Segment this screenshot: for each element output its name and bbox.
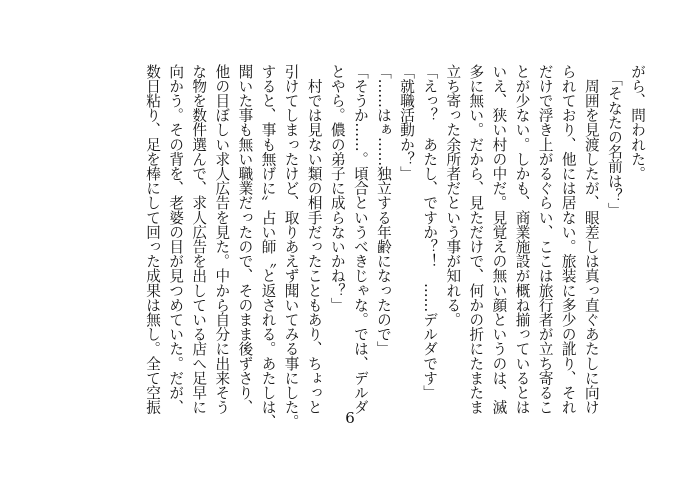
- text-line: 「えっ？ あたし、ですか？！ ……デルダです」: [421, 64, 439, 400]
- vertical-text-body: [88, 64, 646, 429]
- text-line: 多に無い。だから、見ただけで、何かの折にたまたま: [467, 64, 485, 415]
- text-line: 「そなたの名前は？」: [605, 64, 623, 218]
- text-line: がら、問われた。: [629, 64, 646, 181]
- text-line: 「そうか……。頃合というべきじゃな。では、デルダ: [351, 64, 369, 415]
- text-line: 向かう。その背を、老婆の目が見つめていた。だが、: [167, 64, 185, 415]
- text-line: とが少ない。しかも、商業施設が概ね揃っているとは: [513, 64, 531, 415]
- text-line: 引けてしまったけど、取りあえず聞いてみる事にした。: [282, 64, 300, 429]
- text-line: 村では見ない類の相手だったこともあり、ちょっと: [305, 64, 323, 415]
- text-line: だけで浮き上がるぐらい、ここは旅行者が立ち寄るこ: [536, 64, 554, 415]
- text-line: 「就職活動か？」: [398, 64, 416, 181]
- text-line: な物を数件選んで、求人広告を出している店へ足早に: [190, 64, 208, 415]
- text-line: 数日粘り、足を棒にして回った成果は無し。全て空振: [144, 64, 162, 415]
- text-line: いえ、狭い村の中だ。見覚えの無い顔というのは、滅: [490, 64, 508, 415]
- text-line: 聞いた事も無い職業だったので、そのまま後ずさり、: [236, 64, 254, 415]
- text-line: られており、他には居ない。旅装に多少の訛り、それ: [559, 64, 577, 415]
- text-line: 「……はぁ……独立する年齢になったので」: [374, 64, 392, 356]
- text-line: 周囲を見渡したが、眼差しは真っ直ぐあたしに向け: [582, 64, 600, 415]
- page-number: 6: [345, 409, 355, 427]
- text-line: すると、事も無げに〟占い師〝と返される。あたしは、: [259, 64, 277, 429]
- text-line: 立ち寄った余所者だという事が知れる。: [444, 64, 462, 327]
- text-line: 他の目ぼしい求人広告を見た。中から自分に出来そう: [213, 64, 231, 415]
- text-line: とやら。儂の弟子に成らないかね？」: [328, 64, 346, 313]
